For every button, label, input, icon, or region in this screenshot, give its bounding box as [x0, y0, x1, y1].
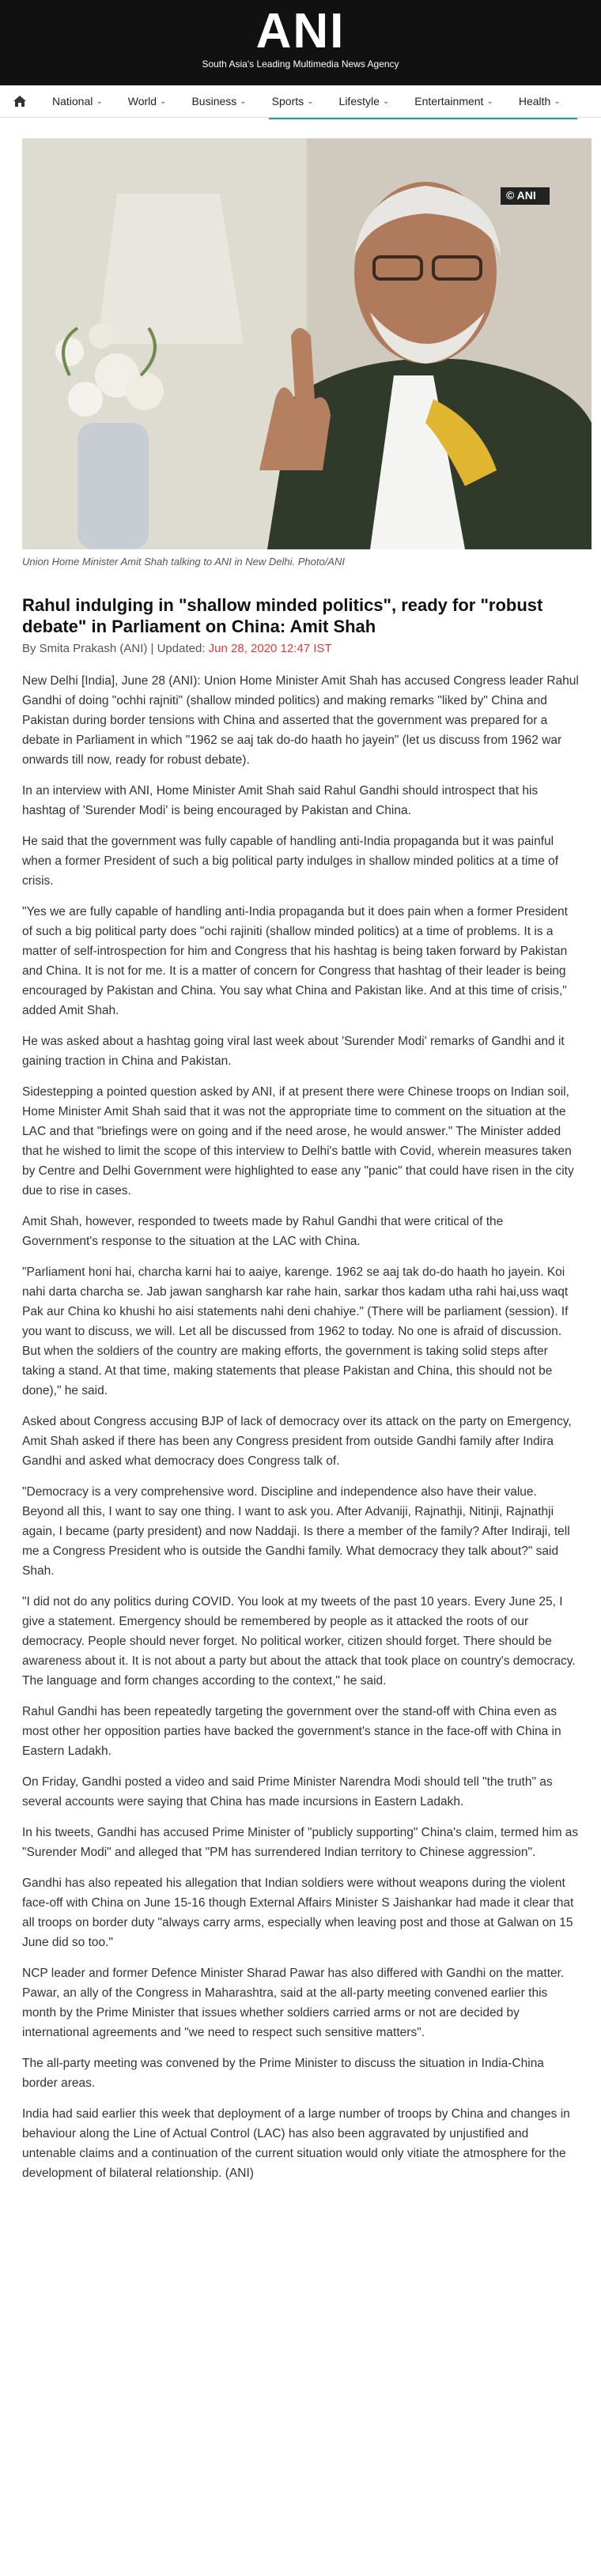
paragraph: Rahul Gandhi has been repeatedly targeting the government over the stand-off with China even as most other her opposition parties have backed the government's stance in the face-off with China in Eastern Ladakh. [22, 1705, 561, 1758]
article-body [22, 671, 579, 2183]
paragraph: Asked about Congress accusing BJP of lack of democracy over its attack on the party on Emergency, Amit Shah asked if there has been any Congress president from outside Gandhi family after Indira Gandhi and asked what democracy does Congress talk of. [22, 1415, 572, 1468]
paragraph: In an interview with ANI, Home Minister Amit Shah said Rahul Gandhi should introspect that his hashtag of 'Surender Modi' is being encouraged by Pakistan and China. [22, 784, 539, 817]
paragraph: "I did not do any politics during COVID. You look at my tweets of the past 10 years. Every June 25, I give a statement. Emergency should be remembered by people as it attacked the roots of our democracy. People should never forget. No political worker, citizen should forget. There should be awareness about it. It is not about a party but about the attack that took place on country's democracy. The language and form changes according to the context," he said. [22, 1595, 576, 1688]
site-logo[interactable]: ANI [255, 4, 346, 58]
site-header [0, 0, 601, 85]
chevron-down-icon: ⌄ [382, 96, 390, 106]
paragraph: "Democracy is a very comprehensive word. Discipline and independence also have their value. Beyond all this, I want to say one thing. I want to ask you. After Advaniji, Rajnathji, Nitinji, Rajnathji again, I became (party president) and now Naddaji. Is there a member of the family? After Indiraji, tell me a Congress President who is outside the Gandhi family. What democracy they talk about?" said Shah. [22, 1485, 570, 1578]
chevron-down-icon: ⌄ [96, 96, 103, 106]
paragraph: Gandhi has also repeated his allegation that Indian soldiers were without weapons during the violent face-off with China on June 15-16 though External Affairs Minister S Jaishankar had made it clear that all troops on border duty "always carry arms, especially when leaving post and those at Galwan on 15 June did so too." [22, 1876, 574, 1949]
paragraph: In his tweets, Gandhi has accused Prime Minister of "publicly supporting" China's claim, termed him as "Surender Modi" and alleged that "PM has surrendered Indian territory to Chinese aggression". [22, 1826, 579, 1859]
paragraph: New Delhi [India], June 28 (ANI): Union Home Minister Amit Shah has accused Congress leader Rahul Gandhi of doing "ochhi rajniti" (shallow minded politics) and making remarks "liked by" China and Pakistan during border tensions with China and asserted that the government was prepared for a debate in Parliament in which "1962 se aaj tak do-do haath ho jayein" (let us discuss from 1962 war onwards till now, ready for robust debate). [22, 674, 579, 767]
nav-item-national[interactable]: National ⌄ [52, 95, 103, 107]
nav-accent-line [269, 118, 577, 119]
nav-item-business[interactable]: Business ⌄ [191, 95, 247, 107]
chevron-down-icon: ⌄ [554, 96, 561, 106]
home-icon[interactable] [13, 95, 40, 107]
byline-author: By Smita Prakash (ANI) | Updated: [22, 642, 206, 655]
nav-item-world[interactable]: World ⌄ [127, 95, 167, 107]
site-tagline: South Asia's Leading Multimedia News Agency [202, 58, 399, 70]
paragraph: "Yes we are fully capable of handling anti-India propaganda but it does pain when a former President of such a big political party does "ochi rajiniti (shallow minded politics) at a time of problems. It is a matter of self-introspection for him and Congress that his hashtag is being taken forward by Pakistan and China. It is not for me. It is a matter of concern for Congress that hashtag of their leader is being encouraged by Pakistan and China. You say what China and Pakistan like. And at this time of crisis," added Amit Shah. [22, 905, 568, 1017]
paragraph: Sidestepping a pointed question asked by ANI, if at present there were Chinese troops on Indian soil, Home Minister Amit Shah said that it was not the appropriate time to comment on the situation at the LAC and that "briefings were on going and if the need arose, he would answer." The Minister added that he wished to limit the scope of this interview to Delhi's battle with Covid, wherein measures taken by Centre and Delhi Government were highlighted to ease any "panic" that could have risen in the city due to rise in cases. [22, 1085, 574, 1197]
nav-item-health[interactable]: Health ⌄ [518, 95, 561, 107]
nav-item-entertainment[interactable]: Entertainment ⌄ [414, 95, 493, 107]
paragraph: "Parliament honi hai, charcha karni hai to aaiye, karenge. 1962 se aaj tak do-do haath ho jayein. Koi nahi darta charcha se. Jab jawan sangharsh kar rahe hain, sarkar thos kadam utha rahi hai,uss waqt Pak aur China ko khushi ho aisi statements nahi deni chahiye." (There will be parliament (session). If you want to discuss, we will. Let all be discussed from 1962 to today. No one is afraid of discussion. But when the soldiers of the country are making efforts, the government is taking solid steps after taking a stand. At that time, making statements that please Pakistan and China, this should not be done)," he said. [22, 1265, 569, 1397]
nav-item-sports[interactable]: Sports ⌄ [271, 95, 314, 107]
byline [22, 642, 579, 655]
publish-date: Jun 28, 2020 12:47 IST [208, 642, 332, 655]
paragraph: He was asked about a hashtag going viral last week about 'Surender Modi' remarks of Gandhi and it gaining traction in China and Pakistan. [22, 1035, 565, 1068]
paragraph: He said that the government was fully capable of handling anti-India propaganda but it was painful when a former President of such a big political party indulges in shallow minded politics at a time of crisis. [22, 835, 559, 888]
article-title: Rahul indulging in "shallow minded politics", ready for "robust debate" in Parliament on China: Amit Shah [22, 595, 543, 636]
paragraph: NCP leader and former Defence Minister Sharad Pawar has also differed with Gandhi on the matter. Pawar, an ally of the Congress in Maharashtra, said at the all-party meeting convened earlier this month by the Prime Minister that issues whether soldiers carried arms or not are decided by international agreements and "we need to respect such sensitive matters". [22, 1967, 565, 2039]
paragraph: The all-party meeting was convened by the Prime Minister to discuss the situation in India-China border areas. [22, 2057, 544, 2090]
chevron-down-icon: ⌄ [486, 96, 493, 106]
chevron-down-icon: ⌄ [160, 96, 167, 106]
article-photo[interactable] [22, 138, 592, 549]
article [0, 138, 601, 2183]
paragraph: India had said earlier this week that deployment of a large number of troops by China and changes in behaviour along the Line of Actual Control (LAC) has also been aggravated by unjustified and untenable claims and a continuation of the current situation would only vitiate the atmosphere for the development of bilateral relationship. (ANI) [22, 2107, 570, 2180]
paragraph: On Friday, Gandhi posted a video and said Prime Minister Narendra Modi should tell "the truth" as several accounts were saying that China has made incursions in Eastern Ladakh. [22, 1775, 553, 1808]
paragraph: Amit Shah, however, responded to tweets made by Rahul Gandhi that were critical of the Government's response to the situation at the LAC with China. [22, 1215, 504, 1248]
photo-watermark: © ANI [506, 189, 536, 202]
photo-caption: Union Home Minister Amit Shah talking to ANI in New Delhi. Photo/ANI [22, 556, 345, 568]
chevron-down-icon: ⌄ [240, 96, 247, 106]
nav-item-lifestyle[interactable]: Lifestyle ⌄ [338, 95, 390, 107]
main-nav [0, 85, 601, 118]
chevron-down-icon: ⌄ [307, 96, 314, 106]
